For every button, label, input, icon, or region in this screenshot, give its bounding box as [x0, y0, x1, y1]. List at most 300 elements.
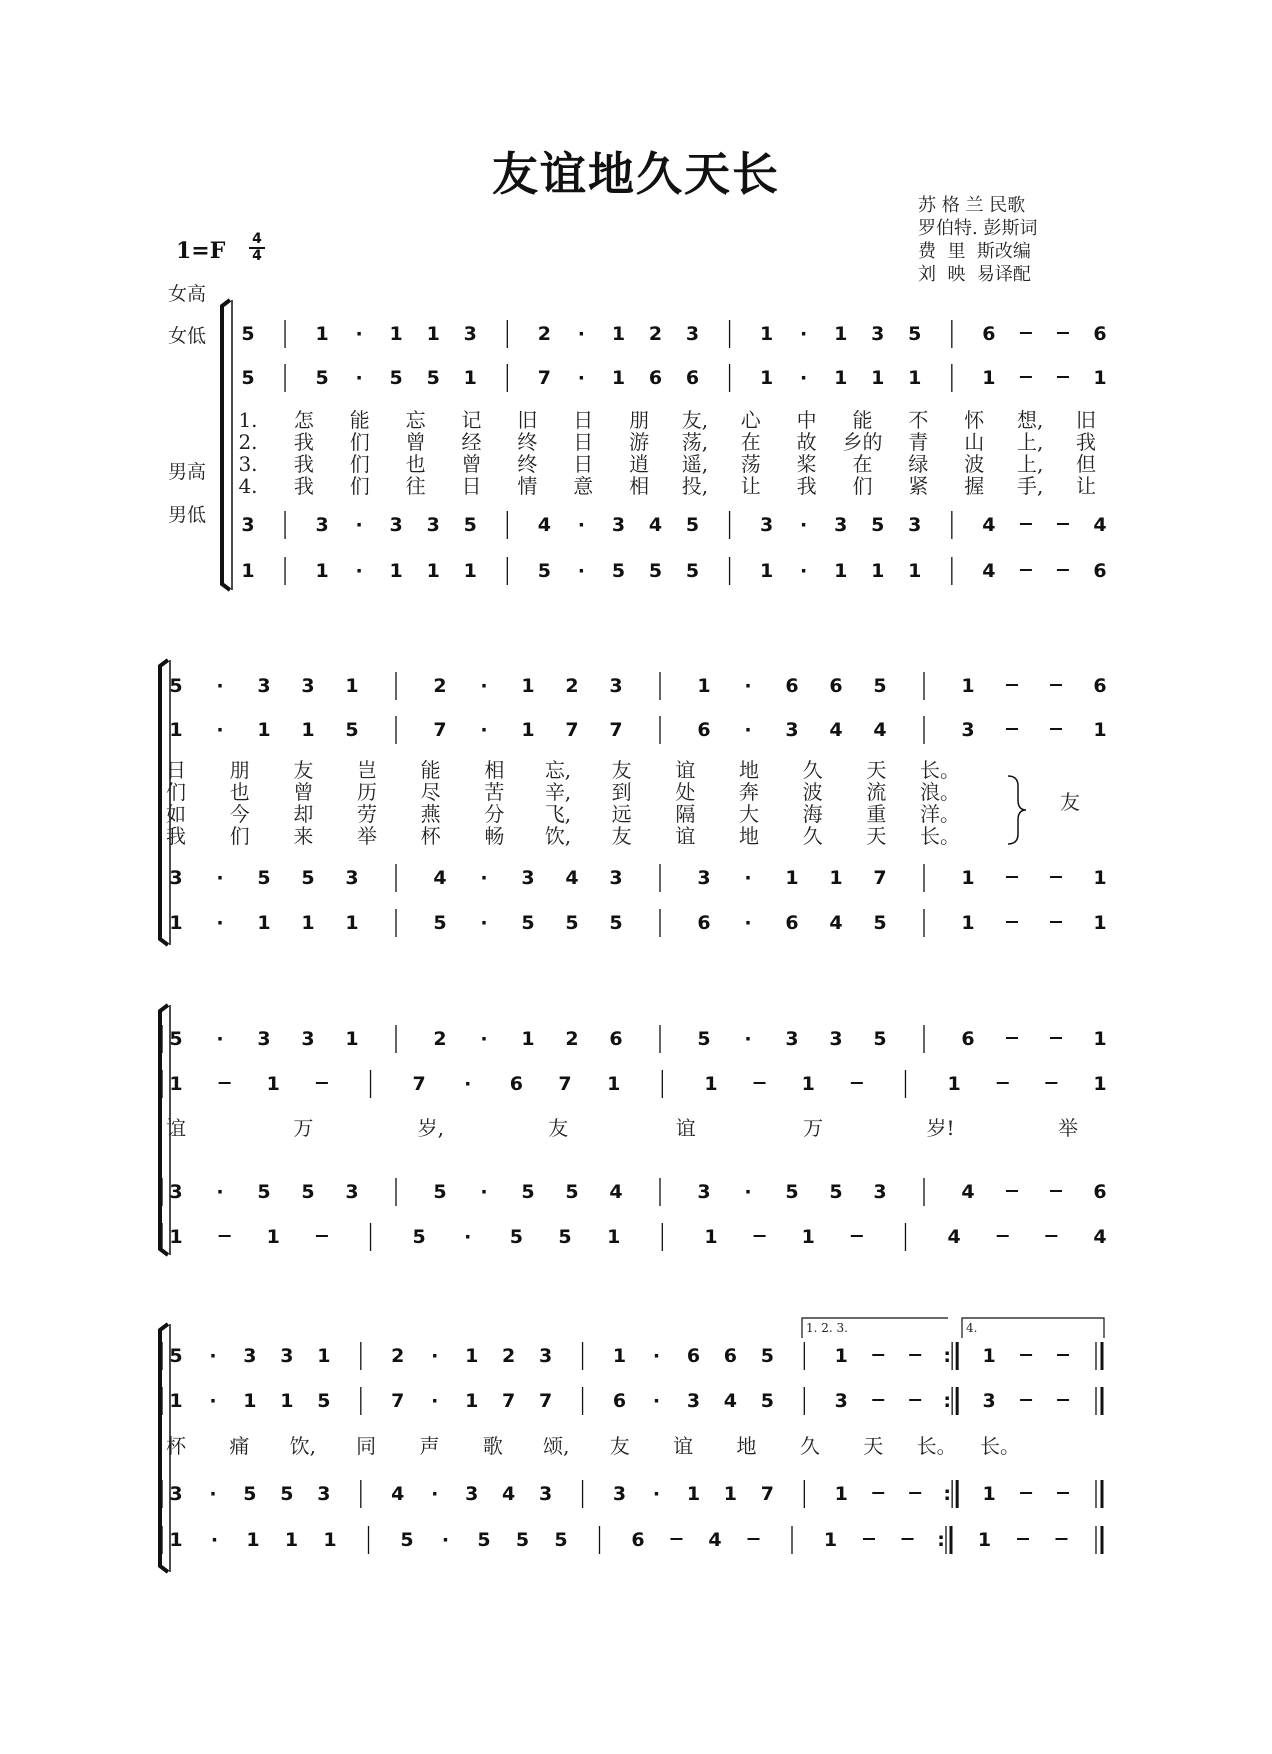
repeat-dots: : — [943, 1483, 951, 1505]
lyric-syllable: 岁, — [417, 1116, 445, 1140]
lyric-syllable: 大 — [739, 802, 759, 826]
lyric-syllable: 地 — [739, 758, 759, 782]
augmentation-dot: · — [480, 867, 488, 889]
augmentation-dot: · — [744, 1181, 752, 1203]
note-number: 1 — [607, 1073, 621, 1095]
note-number: 1 — [823, 1529, 838, 1551]
note-number: 5 — [426, 367, 440, 389]
lyric-syllable: 紧 — [908, 474, 929, 498]
lyric-syllable: 友 — [548, 1116, 569, 1140]
augmentation-dot: · — [744, 867, 752, 889]
lyric-syllable: 重 — [866, 802, 887, 826]
lyric-syllable: 浪。 — [920, 780, 960, 804]
note-number: 3 — [389, 514, 403, 536]
lyric-syllable: 也 — [229, 780, 250, 804]
note-number: 4 — [982, 560, 996, 582]
note-number: 5 — [477, 1529, 491, 1551]
lyric-syllable: 忘, — [544, 758, 572, 782]
lyric-syllable: 杯 — [420, 824, 441, 848]
lyric-syllable: 意 — [573, 474, 594, 498]
note-number: 4 — [829, 719, 843, 741]
note-number: 5 — [509, 1226, 524, 1248]
lyric-syllable: 谊 — [166, 1116, 186, 1140]
lyric-syllable: 处 — [675, 780, 696, 804]
lyric-syllable: 友 — [293, 758, 314, 782]
note-number: 6 — [961, 1028, 975, 1050]
note-number: 1 — [801, 1226, 815, 1248]
note-number: 1 — [266, 1073, 280, 1095]
lyric-syllable: 颂, — [543, 1434, 570, 1458]
note-number: 1 — [241, 560, 255, 582]
note-number: 3 — [257, 1028, 271, 1050]
note-number: 5 — [433, 1181, 447, 1203]
lyric-syllable: 忘 — [405, 408, 426, 432]
lyric-syllable: 日 — [573, 430, 594, 454]
note-number: 5 — [685, 560, 700, 582]
note-number: 3 — [609, 675, 623, 697]
lyric-syllable: 经 — [461, 430, 482, 454]
note-number: 1 — [257, 719, 271, 741]
note-number: 5 — [412, 1226, 426, 1248]
repeat-dots: : — [943, 1390, 951, 1412]
lyric-syllable: 但 — [1076, 452, 1096, 476]
note-number: 4 — [873, 719, 887, 741]
lyric-syllable: 桨 — [796, 452, 817, 476]
lyric-syllable: 们 — [349, 452, 370, 476]
lyric-syllable: 长。 — [980, 1434, 1020, 1458]
lyric-syllable: 们 — [229, 824, 250, 848]
lyric-syllable: 能 — [349, 408, 370, 432]
augmentation-dot: · — [480, 1181, 488, 1203]
note-number: 3 — [685, 323, 700, 345]
lyric-syllable: 我 — [1076, 430, 1096, 454]
note-number: 2 — [565, 675, 579, 697]
note-number: 3 — [759, 514, 774, 536]
lyric-syllable: 声 — [419, 1434, 440, 1458]
score-title: 友谊地久天长 — [492, 147, 780, 201]
note-number: 3 — [538, 1483, 553, 1505]
note-number: 3 — [463, 323, 477, 345]
note-number: 3 — [257, 675, 271, 697]
note-number: 5 — [554, 1529, 568, 1551]
note-number: 1 — [463, 367, 477, 389]
note-number: 1 — [834, 367, 848, 389]
augmentation-dot: · — [431, 1390, 439, 1412]
note-number: 3 — [829, 1028, 843, 1050]
augmentation-dot: · — [652, 1483, 661, 1505]
augmentation-dot: · — [355, 367, 363, 389]
note-number: 3 — [169, 1181, 183, 1203]
note-number: 1 — [257, 912, 271, 934]
lyric-syllable: 辛, — [544, 780, 572, 804]
lyric-syllable: 让 — [1076, 474, 1096, 498]
note-number: 4 — [433, 867, 447, 889]
augmentation-dot: · — [441, 1529, 450, 1551]
augmentation-dot: · — [744, 1028, 752, 1050]
note-number: 3 — [834, 1390, 848, 1412]
repeat-dots: : — [943, 1345, 951, 1367]
note-number: 6 — [1093, 560, 1107, 582]
lyric-syllable: 日 — [166, 758, 186, 782]
note-number: 3 — [345, 867, 359, 889]
note-number: 7 — [502, 1390, 516, 1412]
note-number: 7 — [609, 719, 623, 741]
note-number: 7 — [412, 1073, 426, 1095]
note-number: 1 — [961, 867, 975, 889]
note-number: 3 — [871, 323, 885, 345]
note-number: 1 — [266, 1226, 280, 1248]
lyric-syllable: 4. — [238, 474, 258, 498]
note-number: 1 — [169, 912, 183, 934]
lyric-syllable: 我 — [796, 474, 817, 498]
note-number: 6 — [1093, 1181, 1107, 1203]
note-number: 2 — [433, 675, 447, 697]
note-number: 3 — [961, 719, 975, 741]
lyric-syllable: 今 — [229, 802, 250, 826]
note-number: 5 — [169, 1028, 183, 1050]
lyric-syllable: 朋 — [229, 758, 250, 782]
lyric-syllable: 日 — [573, 452, 594, 476]
note-number: 5 — [829, 1181, 843, 1203]
lyric-syllable: 投, — [681, 474, 709, 498]
lyric-syllable: 手, — [1016, 474, 1044, 498]
note-number: 5 — [537, 560, 551, 582]
lyric-syllable: 朋 — [629, 408, 650, 432]
note-number: 1 — [834, 1345, 848, 1367]
note-number: 3 — [686, 1390, 701, 1412]
lyric-syllable: 波 — [964, 452, 985, 476]
lyric-syllable: 遥, — [681, 452, 709, 476]
lyric-syllable: 流 — [866, 780, 887, 804]
note-number: 3 — [345, 1181, 359, 1203]
note-number: 1 — [284, 1529, 299, 1551]
lyric-syllable: 岁! — [926, 1116, 955, 1140]
note-number: 1 — [315, 560, 329, 582]
note-number: 1 — [389, 323, 403, 345]
lyric-syllable: 不 — [908, 408, 929, 432]
lyric-syllable: 乡的 — [842, 430, 883, 454]
augmentation-dot: · — [355, 323, 363, 345]
lyric-syllable: 1. — [238, 408, 258, 432]
note-number: 3 — [785, 719, 799, 741]
note-number: 1 — [169, 719, 183, 741]
lyric-syllable: 天 — [866, 758, 887, 782]
note-number: 1 — [785, 867, 799, 889]
note-number: 7 — [433, 719, 447, 741]
lyric-syllable: 历 — [357, 780, 377, 804]
note-number: 4 — [391, 1483, 405, 1505]
note-number: 1 — [463, 560, 477, 582]
note-number: 6 — [785, 912, 799, 934]
note-number: 1 — [301, 719, 315, 741]
note-number: 5 — [609, 912, 623, 934]
lyric-syllable: 同 — [356, 1434, 377, 1458]
lyric-syllable: 长。 — [920, 824, 960, 848]
lyric-syllable: 故 — [796, 430, 817, 454]
note-number: 1 — [521, 719, 535, 741]
note-number: 1 — [908, 367, 922, 389]
note-number: 3 — [243, 1345, 257, 1367]
augmentation-dot: · — [355, 560, 363, 582]
note-number: 6 — [685, 367, 700, 389]
note-number: 3 — [241, 514, 255, 536]
note-number: 3 — [611, 514, 626, 536]
lyric-syllable: 洋。 — [920, 802, 960, 826]
augmentation-dot: · — [209, 1483, 217, 1505]
lyric-syllable: 旧 — [1076, 408, 1096, 432]
note-number: 1 — [611, 323, 626, 345]
note-number: 1 — [704, 1226, 718, 1248]
note-number: 1 — [834, 1483, 848, 1505]
lyric-syllable: 天 — [866, 824, 887, 848]
lyric-syllable: 荡, — [681, 430, 709, 454]
augmentation-dot: · — [431, 1345, 439, 1367]
lyric-syllable: 日 — [573, 408, 594, 432]
lyric-syllable: 波 — [802, 780, 823, 804]
note-number: 5 — [697, 1028, 711, 1050]
note-number: 1 — [982, 367, 996, 389]
note-number: 3 — [982, 1390, 996, 1412]
note-number: 3 — [609, 867, 623, 889]
lyric-syllable: 们 — [166, 780, 186, 804]
lyric-syllable: 饮, — [289, 1434, 316, 1458]
time-signature-denominator: 4 — [252, 248, 262, 264]
lyric-syllable: 畅 — [484, 824, 505, 848]
note-number: 1 — [521, 675, 535, 697]
note-number: 1 — [1093, 912, 1107, 934]
lyric-syllable: 苦 — [484, 780, 505, 804]
note-number: 2 — [433, 1028, 447, 1050]
note-number: 6 — [697, 912, 711, 934]
lyric-syllable: 逍 — [629, 452, 650, 476]
lyric-syllable: 奔 — [739, 780, 759, 804]
lyric-syllable: 终 — [517, 452, 538, 476]
note-number: 1 — [801, 1073, 815, 1095]
lyric-syllable: 日 — [461, 474, 482, 498]
voice-label-bass: 男低 — [168, 504, 207, 526]
note-number: 1 — [908, 560, 922, 582]
lyric-syllable: 劳 — [357, 802, 377, 826]
lyric-syllable: 曾 — [461, 452, 482, 476]
note-number: 6 — [697, 719, 711, 741]
note-number: 1 — [521, 1028, 535, 1050]
note-number: 4 — [947, 1226, 961, 1248]
augmentation-dot: · — [652, 1345, 661, 1367]
note-number: 1 — [759, 367, 774, 389]
lyric-syllable: 记 — [461, 408, 482, 432]
note-number: 5 — [515, 1529, 530, 1551]
note-number: 4 — [1093, 514, 1107, 536]
note-number: 1 — [246, 1529, 260, 1551]
note-number: 6 — [509, 1073, 524, 1095]
lyric-syllable: 中 — [796, 408, 817, 432]
note-number: 1 — [871, 367, 885, 389]
note-number: 6 — [631, 1529, 645, 1551]
note-number: 3 — [280, 1345, 294, 1367]
augmentation-dot: · — [209, 1390, 217, 1412]
note-number: 5 — [169, 675, 183, 697]
note-number: 5 — [345, 719, 359, 741]
credit-arranger: 费 里 斯改编 — [918, 241, 1031, 262]
note-number: 1 — [317, 1345, 331, 1367]
note-number: 3 — [317, 1483, 331, 1505]
note-number: 1 — [947, 1073, 961, 1095]
note-number: 6 — [648, 367, 663, 389]
lyric-syllable: 万 — [803, 1116, 824, 1140]
credit-origin: 苏 格 兰 民歌 — [918, 195, 1026, 216]
note-number: 1 — [961, 675, 975, 697]
lyric-syllable: 友 — [611, 758, 632, 782]
lyric-syllable: 久 — [799, 1434, 820, 1458]
lyric-syllable: 想, — [1016, 408, 1044, 432]
voice-label-soprano: 女高 — [168, 283, 207, 305]
lyric-syllable: 2. — [238, 430, 258, 454]
note-number: 3 — [426, 514, 440, 536]
note-number: 1 — [345, 1028, 359, 1050]
lyric-syllable: 谊 — [675, 1116, 696, 1140]
augmentation-dot: · — [210, 1529, 219, 1551]
augmentation-dot: · — [744, 912, 752, 934]
note-number: 3 — [169, 1483, 183, 1505]
note-number: 1 — [465, 1345, 479, 1367]
note-number: 1 — [426, 560, 440, 582]
note-number: 4 — [708, 1529, 722, 1551]
lyric-syllable: 谊 — [675, 758, 696, 782]
lyric-syllable: 握 — [964, 474, 985, 498]
note-number: 5 — [169, 1345, 183, 1367]
augmentation-dot: · — [800, 367, 808, 389]
voice-label-tenor: 男高 — [168, 461, 207, 483]
note-number: 1 — [686, 1483, 701, 1505]
time-signature-numerator: 4 — [252, 231, 262, 247]
lyric-syllable: 往 — [405, 474, 426, 498]
note-number: 4 — [1093, 1226, 1107, 1248]
note-number: 4 — [648, 514, 663, 536]
lyric-syllable: 友, — [681, 408, 709, 432]
note-number: 3 — [538, 1345, 553, 1367]
lyric-syllable: 青 — [908, 430, 929, 454]
note-number: 3 — [873, 1181, 887, 1203]
note-number: 1 — [1093, 1028, 1107, 1050]
lyric-syllable: 游 — [629, 430, 650, 454]
augmentation-dot: · — [216, 1181, 224, 1203]
augmentation-dot: · — [800, 514, 808, 536]
credit-lyricist: 罗伯特. 彭斯词 — [918, 218, 1038, 239]
note-number: 1 — [345, 675, 359, 697]
volta-label: 4. — [966, 1321, 978, 1335]
lyric-syllable: 饮, — [544, 824, 572, 848]
note-number: 5 — [243, 1483, 257, 1505]
note-number: 5 — [521, 1181, 535, 1203]
volta-label: 1. 2. 3. — [806, 1321, 848, 1335]
note-number: 1 — [1093, 1073, 1107, 1095]
note-number: 6 — [785, 675, 799, 697]
augmentation-dot: · — [577, 560, 586, 582]
note-number: 1 — [280, 1390, 294, 1412]
lyric-syllable: 万 — [293, 1116, 314, 1140]
augmentation-dot: · — [216, 1028, 224, 1050]
note-number: 3 — [169, 867, 183, 889]
note-number: 3 — [612, 1483, 627, 1505]
lyric-syllable: 终 — [517, 430, 538, 454]
augmentation-dot: · — [480, 1028, 488, 1050]
note-number: 3 — [697, 1181, 711, 1203]
note-number: 6 — [612, 1390, 627, 1412]
note-number: 5 — [908, 323, 922, 345]
lyric-syllable: 歌 — [482, 1434, 503, 1458]
note-number: 2 — [391, 1345, 405, 1367]
note-number: 1 — [611, 367, 626, 389]
note-number: 1 — [759, 560, 774, 582]
note-number: 5 — [463, 514, 477, 536]
note-number: 3 — [834, 514, 848, 536]
note-number: 5 — [760, 1390, 774, 1412]
augmentation-dot: · — [480, 675, 488, 697]
note-number: 6 — [1093, 675, 1107, 697]
augmentation-dot: · — [577, 514, 586, 536]
note-number: 1 — [834, 560, 848, 582]
lyric-syllable: 远 — [611, 802, 632, 826]
note-number: 1 — [169, 1073, 183, 1095]
lyric-syllable: 海 — [802, 802, 823, 826]
note-number: 5 — [685, 514, 700, 536]
note-number: 1 — [243, 1390, 257, 1412]
lyric-syllable: 地 — [736, 1434, 757, 1458]
note-number: 1 — [829, 867, 843, 889]
note-number: 1 — [345, 912, 359, 934]
augmentation-dot: · — [800, 323, 808, 345]
lyric-syllable: 长。 — [916, 1434, 957, 1458]
lyric-syllable: 旧 — [517, 408, 538, 432]
note-number: 5 — [433, 912, 447, 934]
lyric-syllable: 痛 — [229, 1434, 250, 1458]
note-number: 6 — [723, 1345, 738, 1367]
lyric-syllable: 友 — [611, 824, 632, 848]
note-number: 5 — [871, 514, 885, 536]
note-number: 3 — [301, 675, 315, 697]
note-number: 2 — [537, 323, 551, 345]
lyric-syllable: 到 — [611, 780, 632, 804]
note-number: 1 — [1093, 367, 1107, 389]
note-number: 3 — [785, 1028, 799, 1050]
lyric-syllable: 们 — [852, 474, 873, 498]
note-number: 5 — [873, 1028, 887, 1050]
lyric-syllable: 燕 — [420, 802, 441, 826]
note-number: 5 — [873, 675, 887, 697]
augmentation-dot: · — [464, 1073, 472, 1095]
note-number: 5 — [400, 1529, 414, 1551]
note-number: 7 — [391, 1390, 405, 1412]
note-number: 1 — [982, 1483, 996, 1505]
lyric-syllable: 们 — [349, 474, 370, 498]
lyric-syllable: 们 — [349, 430, 370, 454]
note-number: 1 — [301, 912, 315, 934]
note-number: 5 — [301, 1181, 315, 1203]
lyric-syllable: 地 — [739, 824, 759, 848]
lyric-syllable: 友 — [1060, 790, 1080, 814]
lyric-syllable: 相 — [629, 474, 650, 498]
note-number: 1 — [169, 1390, 183, 1412]
augmentation-dot: · — [216, 867, 224, 889]
note-number: 1 — [759, 323, 774, 345]
augmentation-dot: · — [652, 1390, 661, 1412]
note-number: 1 — [834, 323, 848, 345]
lyric-syllable: 山 — [964, 430, 985, 454]
lyric-syllable: 情 — [517, 474, 538, 498]
note-number: 4 — [565, 867, 579, 889]
repeat-dots: : — [937, 1529, 945, 1551]
augmentation-dot: · — [355, 514, 363, 536]
